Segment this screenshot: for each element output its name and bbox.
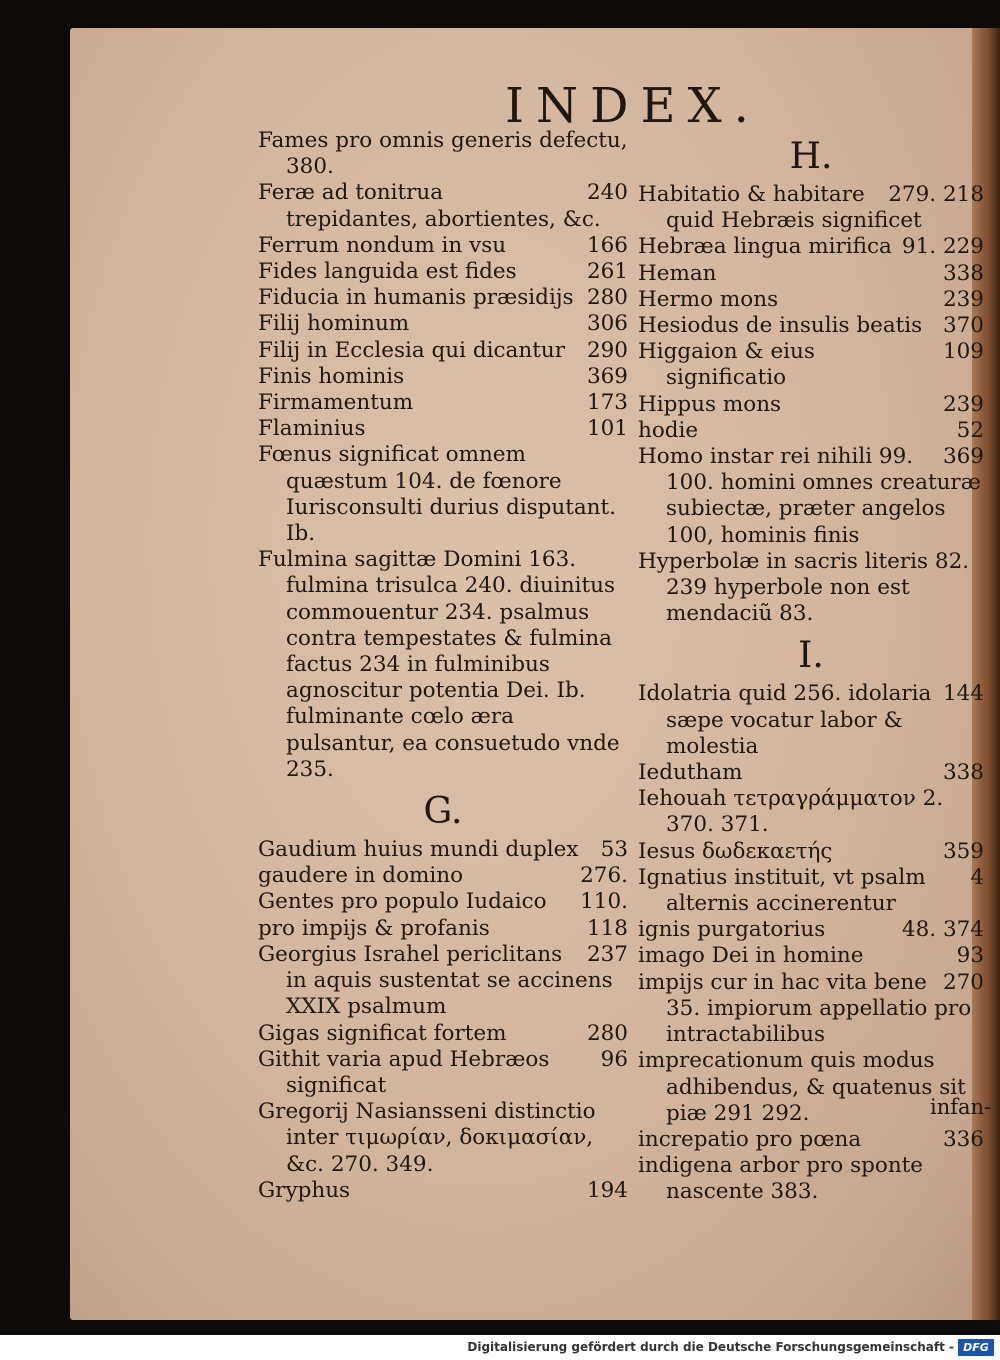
index-entry bbox=[638, 786, 984, 838]
entry-text: Higgaion & eius significatio bbox=[638, 339, 815, 391]
entry-text: Georgius Israhel periclitans in aquis sustentat se accinens XXIX psalmum bbox=[258, 941, 613, 1020]
page-reference: 280 bbox=[586, 1020, 628, 1046]
entry-text: Homo instar rei nihili 99. 100. homini omnes creaturæ subiectæ, præter angelos 100, hominis finis bbox=[638, 444, 981, 548]
entry-text: Hermo mons bbox=[638, 286, 779, 312]
index-entry bbox=[258, 1178, 628, 1204]
entry-text: Ignatius instituit, vt psalm alternis accinerentur bbox=[638, 864, 926, 917]
index-entry bbox=[258, 180, 628, 232]
entry-text: Flaminius bbox=[258, 416, 366, 442]
left-column bbox=[258, 128, 628, 1204]
entry-text: Filij hominum bbox=[258, 311, 410, 337]
entry-text: Feræ ad tonitrua trepidantes, abortientes, &c. bbox=[258, 180, 601, 232]
entry-text: Iehouah τετραγράμματον 2. 370. 371. bbox=[638, 786, 944, 838]
index-entry bbox=[258, 259, 628, 285]
page-reference: 237 bbox=[586, 941, 628, 967]
index-entry bbox=[258, 889, 628, 915]
page-reference: 239 bbox=[942, 286, 984, 312]
entry-text: Ferrum nondum in vsu bbox=[258, 232, 507, 258]
page-reference: 261 bbox=[586, 259, 628, 285]
index-entry bbox=[638, 865, 984, 917]
section-letter-i: I. bbox=[798, 635, 824, 677]
page-reference: 370 bbox=[942, 313, 984, 339]
entry-text: pro impijs & profanis bbox=[258, 915, 490, 941]
page-reference: 118 bbox=[586, 915, 628, 941]
page-reference: 338 bbox=[942, 260, 984, 286]
page-reference: 239 bbox=[942, 391, 984, 417]
page-reference: 166 bbox=[586, 232, 628, 258]
entry-text: Fiducia in humanis præsidijs bbox=[258, 285, 574, 311]
entry-text: increpatio pro pœna bbox=[638, 1126, 862, 1152]
entry-text: Gentes pro populo Iudaico bbox=[258, 889, 547, 915]
page-reference: 109 bbox=[942, 339, 984, 365]
entry-text: Finis hominis bbox=[258, 363, 405, 389]
index-entry bbox=[258, 442, 628, 547]
catchword: infan- bbox=[930, 1095, 992, 1119]
footer-bar bbox=[0, 1337, 1000, 1360]
entry-text: Hippus mons bbox=[638, 391, 782, 417]
index-entry bbox=[638, 234, 984, 260]
entry-text: imprecationum quis modus adhibendus, & quatenus sit piæ 291 292. bbox=[638, 1048, 966, 1126]
page-reference: 338 bbox=[942, 760, 984, 786]
page-title: INDEX. bbox=[505, 78, 761, 134]
page-reference: 48. 374 bbox=[901, 917, 984, 943]
entry-text: Iedutham bbox=[638, 760, 743, 786]
page-reference: 336 bbox=[942, 1126, 984, 1152]
page-reference: 306 bbox=[586, 311, 628, 337]
index-entry bbox=[638, 681, 984, 760]
index-entry bbox=[638, 760, 984, 786]
entry-text: Iesus δωδεκαετής bbox=[638, 838, 833, 864]
page-reference: 240 bbox=[586, 180, 628, 206]
index-entry bbox=[638, 392, 984, 418]
entry-text: Hebræa lingua mirifica bbox=[638, 234, 892, 260]
page-reference: 194 bbox=[586, 1177, 628, 1203]
section-letter-h: H. bbox=[789, 136, 833, 177]
page-reference: 173 bbox=[586, 390, 628, 416]
page-reference: 369 bbox=[942, 444, 984, 470]
index-entry bbox=[638, 943, 984, 969]
index-entry bbox=[258, 863, 628, 889]
page-reference: 53 bbox=[600, 837, 628, 863]
index-entry bbox=[638, 261, 984, 287]
entry-text: ignis purgatorius bbox=[638, 917, 826, 943]
page-reference: 270 bbox=[942, 969, 984, 995]
funding-notice: Digitalisierung gefördert durch die Deutsche Forschungsgemeinschaft - bbox=[467, 1340, 954, 1354]
index-entry bbox=[258, 338, 628, 364]
entries-h bbox=[638, 182, 984, 627]
index-entry bbox=[638, 444, 984, 549]
entry-text: Gigas significat fortem bbox=[258, 1020, 507, 1046]
page-reference: 110. bbox=[580, 889, 628, 915]
entry-text: Fides languida est fides bbox=[258, 259, 517, 285]
section-letter-g: G. bbox=[423, 791, 463, 833]
page-reference: 279. 218 bbox=[888, 182, 984, 207]
entry-text: Heman bbox=[638, 260, 717, 286]
index-entry bbox=[638, 1127, 984, 1153]
entries-f bbox=[258, 128, 628, 783]
page-reference: 96 bbox=[600, 1046, 628, 1072]
page-reference: 276. bbox=[580, 863, 628, 889]
index-entry bbox=[258, 916, 628, 942]
index-entry bbox=[258, 547, 628, 783]
index-entry bbox=[258, 942, 628, 1021]
entry-text: impijs cur in hac vita bene 35. impiorum appellatio pro intractabilibus bbox=[638, 969, 972, 1048]
entry-text: Hesiodus de insulis beatis bbox=[638, 313, 923, 339]
index-entry bbox=[258, 311, 628, 337]
entry-text: Firmamentum bbox=[258, 390, 414, 416]
page-reference: 369 bbox=[586, 363, 628, 389]
page-reference: 359 bbox=[942, 838, 984, 864]
page-reference: 101 bbox=[586, 416, 628, 442]
entry-text: Hyperbolæ in sacris literis 82. 239 hyperbole non est mendaciũ 83. bbox=[638, 548, 970, 627]
index-entry bbox=[258, 416, 628, 442]
page-reference: 4 bbox=[970, 864, 984, 890]
entry-text: indigena arbor pro sponte nascente 383. bbox=[638, 1153, 924, 1205]
page-reference: 280 bbox=[586, 285, 628, 311]
entry-text: Filij in Ecclesia qui dicantur bbox=[258, 337, 565, 363]
entry-text: Fulmina sagittæ Domini 163. fulmina trisulca 240. diuinitus commouentur 234. psalmus contra tempestates & fulmina factus 234 in fulminibus agnoscitur potentia Dei. Ib. fulminante cœlo æra pulsantur, ea consuetudo vnde 235. bbox=[258, 547, 620, 782]
entry-text: Gregorij Nasiansseni distinctio inter τιμωρίαν, δοκιμασίαν, &c. 270. 349. bbox=[258, 1099, 596, 1177]
index-entry bbox=[638, 418, 984, 444]
entry-text: imago Dei in homine bbox=[638, 943, 864, 969]
index-entry bbox=[638, 917, 984, 943]
right-column bbox=[638, 128, 984, 1206]
index-entry bbox=[638, 549, 984, 628]
entry-text: Gaudium huius mundi duplex bbox=[258, 837, 579, 863]
entry-text: hodie bbox=[638, 417, 699, 443]
entry-text: Habitatio & habitare quid Hebræis significet bbox=[638, 182, 922, 234]
index-entry bbox=[638, 1153, 984, 1205]
index-entry bbox=[638, 339, 984, 391]
index-entry bbox=[258, 233, 628, 259]
index-entry bbox=[258, 285, 628, 311]
index-entry bbox=[258, 1099, 628, 1178]
index-entry bbox=[638, 313, 984, 339]
index-entry bbox=[258, 837, 628, 863]
index-entry bbox=[258, 128, 628, 180]
entry-text: gaudere in domino bbox=[258, 863, 464, 889]
page-reference: 52 bbox=[956, 417, 984, 443]
page-reference: 144 bbox=[942, 681, 984, 707]
index-entry bbox=[638, 182, 984, 234]
entries-g bbox=[258, 837, 628, 1204]
entries-i bbox=[638, 681, 984, 1205]
index-entry bbox=[638, 287, 984, 313]
page-reference: 93 bbox=[956, 943, 984, 969]
entry-text: Idolatria quid 256. idolaria sæpe vocatur labor & molestia bbox=[638, 681, 932, 759]
index-entry bbox=[258, 390, 628, 416]
index-entry bbox=[638, 970, 984, 1049]
entry-text: Githit varia apud Hebræos significat bbox=[258, 1046, 550, 1098]
entry-text: Fames pro omnis generis defectu, 380. bbox=[258, 128, 628, 180]
index-entry bbox=[638, 839, 984, 865]
entry-text: Gryphus bbox=[258, 1177, 351, 1203]
entry-text: Fœnus significat omnem quæstum 104. de fœnore Iurisconsulti durius disputant. Ib. bbox=[258, 442, 617, 547]
index-entry bbox=[258, 1021, 628, 1047]
index-entry bbox=[258, 1047, 628, 1099]
page-reference: 290 bbox=[586, 337, 628, 363]
page-reference: 91. 229 bbox=[901, 234, 984, 260]
dfg-logo: DFG bbox=[958, 1339, 994, 1356]
index-entry bbox=[258, 364, 628, 390]
